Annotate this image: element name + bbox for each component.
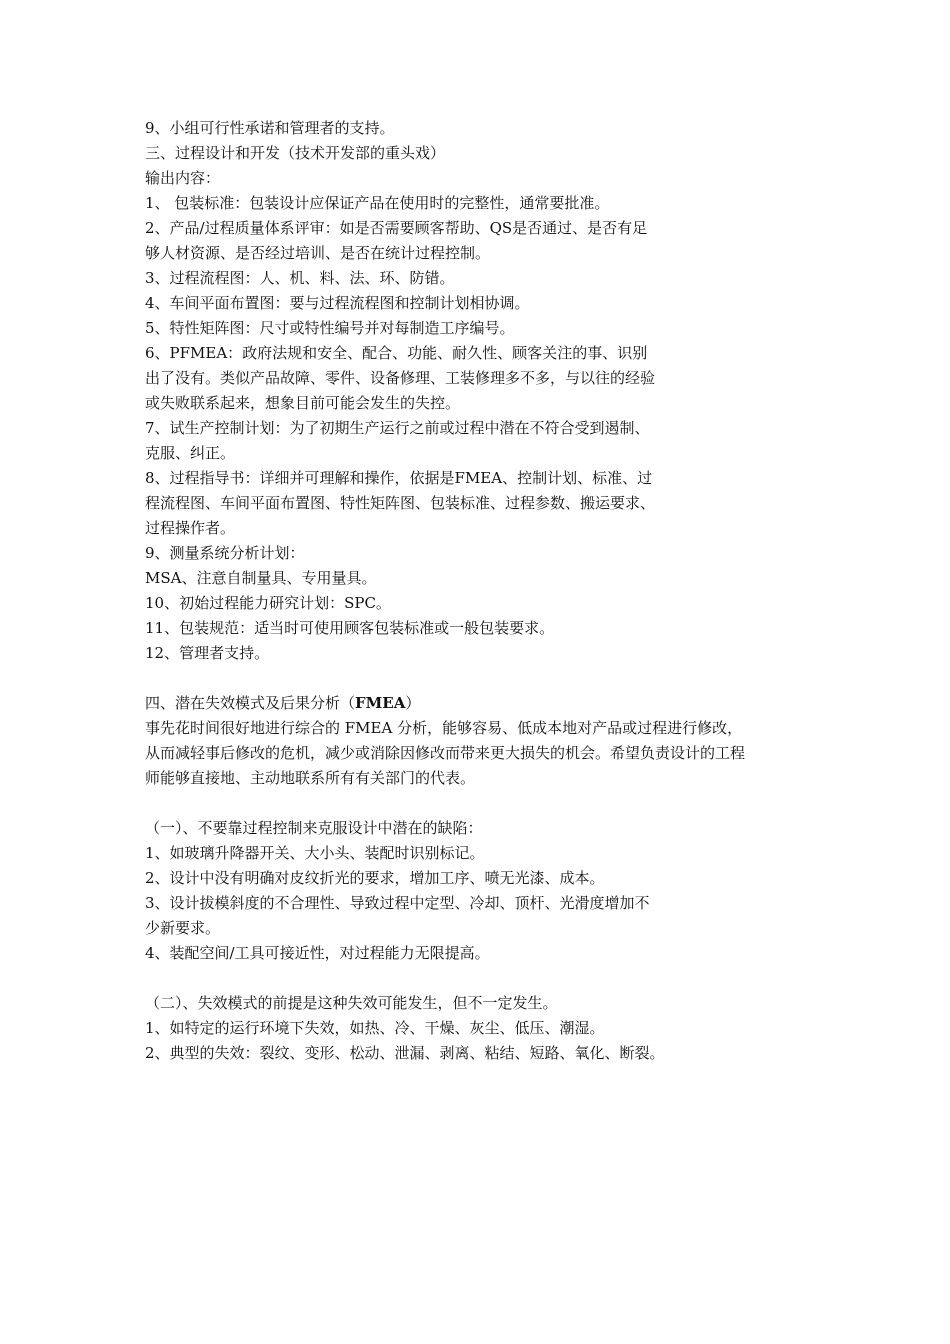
text-line: MSA、注意自制量具、专用量具。 [145, 569, 377, 587]
text-line: 4、装配空间/工具可接近性，对过程能力无限提高。 [145, 944, 490, 962]
text-line: 1、如特定的运行环境下失效，如热、冷、干燥、灰尘、低压、潮湿。 [145, 1019, 605, 1037]
text-line: 少新要求。 [145, 919, 221, 937]
blank-line [145, 791, 825, 816]
text-line: 克服、纠正。 [145, 444, 236, 462]
text-line: 2、设计中没有明确对皮纹折光的要求，增加工序、喷无光漆、成本。 [145, 869, 605, 887]
text-line: 输出内容： [145, 169, 221, 187]
section-design-defects [145, 816, 825, 966]
text-line: 3、过程流程图：人、机、料、法、环、防错。 [145, 269, 455, 287]
text-line: 10、初始过程能力研究计划：SPC。 [145, 594, 391, 612]
text-line: 事先花时间很好地进行综合的 FMEA 分析，能够容易、低成本地对产品或过程进行修改， [145, 719, 743, 737]
section-fmea-title [145, 691, 825, 716]
text-line: 1、如玻璃升降器开关、大小头、装配时识别标记。 [145, 844, 485, 862]
text-line: 12、管理者支持。 [145, 644, 270, 662]
text-line: 3、设计拔模斜度的不合理性、导致过程中定型、冷却、顶杆、光滑度增加不 [145, 894, 650, 912]
text-line: 9、小组可行性承诺和管理者的支持。 [145, 119, 395, 137]
text-line: 出了没有。类似产品故障、零件、设备修理、工装修理多不多，与以往的经验 [145, 369, 656, 387]
fmea-title-bold: FMEA [355, 694, 406, 712]
blank-line [145, 966, 825, 991]
text-line: 师能够直接地、主动地联系所有有关部门的代表。 [145, 769, 476, 787]
text-line: 2、典型的失效：裂纹、变形、松动、泄漏、剥离、粘结、短路、氧化、断裂。 [145, 1044, 665, 1062]
text-line: 1、 包装标准：包装设计应保证产品在使用时的完整性，通常要批准。 [145, 194, 610, 212]
blank-line [145, 666, 825, 691]
text-line: 4、车间平面布置图：要与过程流程图和控制计划相协调。 [145, 294, 530, 312]
fmea-title-suffix: ） [405, 694, 421, 712]
text-line: 9、测量系统分析计划： [145, 544, 305, 562]
document-page [145, 116, 825, 1066]
section-process-design [145, 116, 825, 666]
text-line: 三、过程设计和开发（技术开发部的重头戏） [145, 144, 446, 162]
text-line: 6、PFMEA：政府法规和安全、配合、功能、耐久性、顾客关注的事、识别 [145, 344, 648, 362]
text-line: 过程操作者。 [145, 519, 236, 537]
text-line: 2、产品/过程质量体系评审：如是否需要顾客帮助、QS是否通过、是否有足 [145, 219, 648, 237]
text-line: （一）、不要靠过程控制来克服设计中潜在的缺陷： [145, 819, 483, 837]
text-line: 5、特性矩阵图：尺寸或特性编号并对每制造工序编号。 [145, 319, 515, 337]
text-line: 8、过程指导书：详细并可理解和操作，依据是FMEA、控制计划、标准、过 [145, 469, 653, 487]
section-fmea-intro [145, 716, 825, 791]
text-line: （二）、失效模式的前提是这种失效可能发生，但不一定发生。 [145, 994, 558, 1012]
text-line: 7、试生产控制计划：为了初期生产运行之前或过程中潜在不符合受到遏制、 [145, 419, 650, 437]
text-line: 够人材资源、是否经过培训、是否在统计过程控制。 [145, 244, 491, 262]
text-line: 11、包装规范：适当时可使用顾客包装标准或一般包装要求。 [145, 619, 555, 637]
text-line: 或失败联系起来，想象目前可能会发生的失控。 [145, 394, 461, 412]
section-failure-modes [145, 991, 825, 1066]
text-line: 从而减轻事后修改的危机，减少或消除因修改而带来更大损失的机会。希望负责设计的工程 [145, 744, 746, 762]
fmea-title-prefix: 四、潜在失效模式及后果分析（ [145, 694, 356, 712]
text-line: 程流程图、车间平面布置图、特性矩阵图、包装标准、过程参数、搬运要求、 [145, 494, 656, 512]
